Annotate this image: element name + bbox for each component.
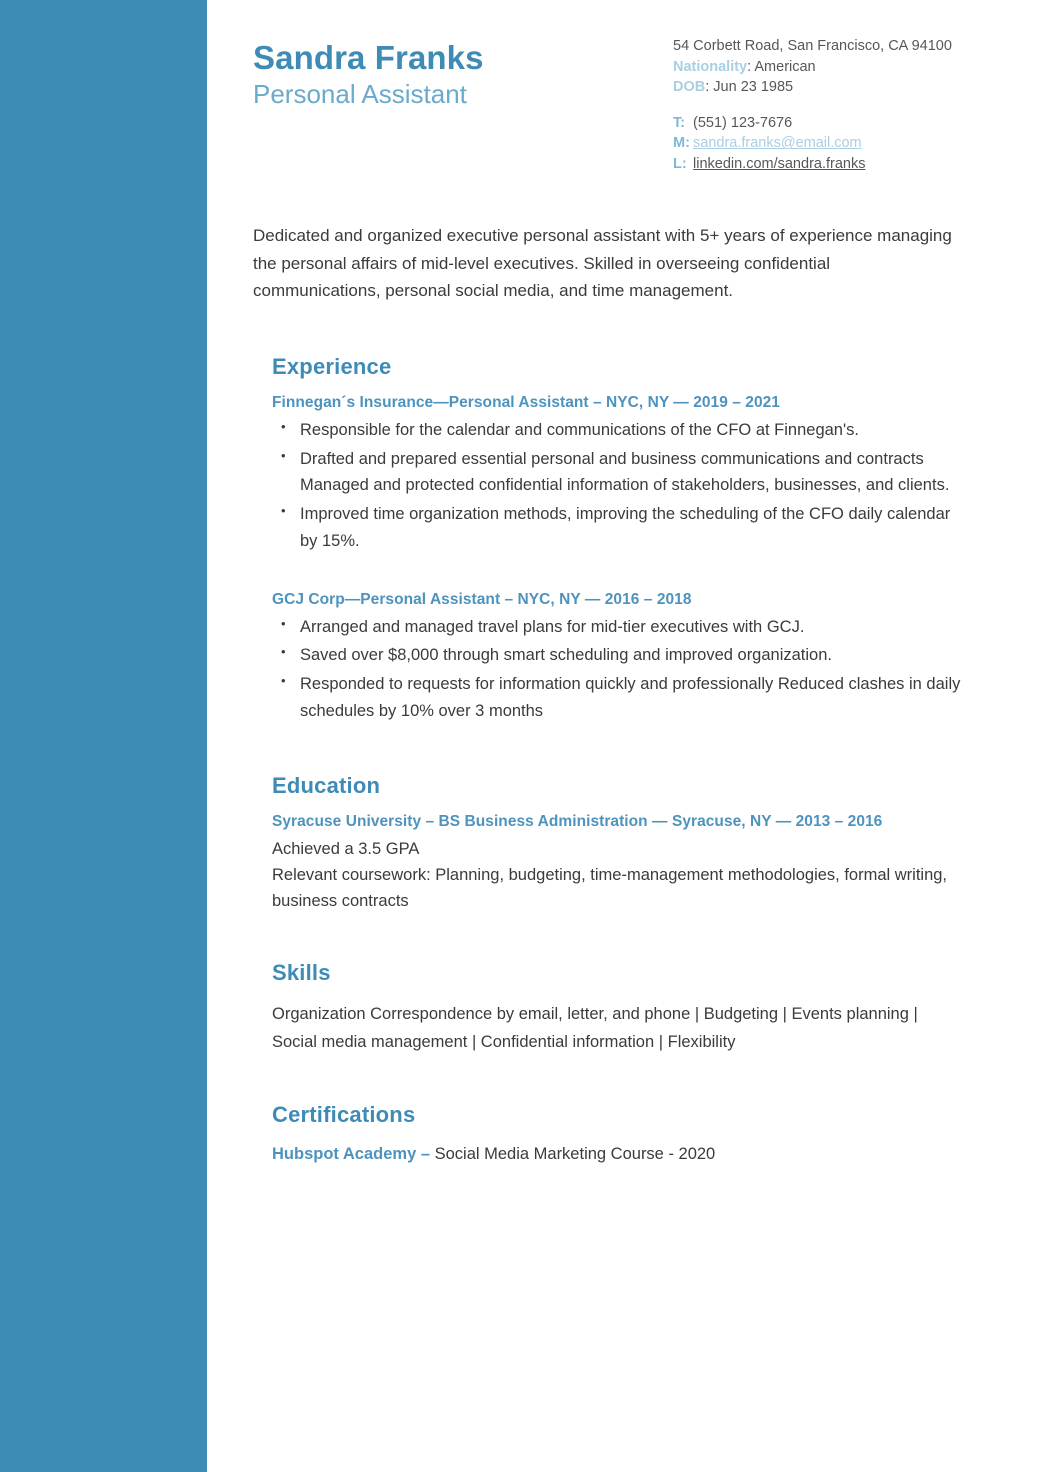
contact-linkedin — [673, 154, 960, 175]
experience-bullet-list — [272, 417, 965, 555]
linkedin-label: L: — [673, 155, 687, 172]
phone-value: (551) 123-7676 — [693, 114, 793, 131]
resume-sections — [207, 354, 1040, 1167]
resume-header — [207, 0, 1040, 174]
phone-label: T: — [673, 114, 686, 131]
left-accent-bar — [0, 0, 207, 1472]
email-link[interactable]: sandra.franks@email.com — [693, 135, 862, 152]
section-spacer — [272, 1056, 965, 1102]
experience-entry-heading: GCJ Corp—Personal Assistant – NYC, NY — 2016 – 2018 — [272, 590, 692, 608]
entry-spacer — [272, 557, 965, 591]
contact-nationality — [673, 57, 960, 78]
section-spacer — [272, 727, 965, 773]
section-spacer — [272, 914, 965, 960]
skills-list: Organization Correspondence by email, letter, and phone | Budgeting | Events planning | Social media management | Confidential information | Flexibility — [272, 1004, 918, 1052]
header-identity — [253, 30, 673, 110]
certification-detail: Social Media Marketing Course - 2020 — [434, 1145, 716, 1164]
education-coursework: Relevant coursework: Planning, budgeting, time-management methodologies, formal writing, business contracts — [272, 865, 948, 910]
education-gpa: Achieved a 3.5 GPA — [272, 839, 420, 858]
experience-bullet-list — [272, 614, 965, 725]
experience-entry — [272, 591, 965, 725]
linkedin-link[interactable]: linkedin.com/sandra.franks — [693, 155, 866, 172]
section-education — [272, 773, 965, 914]
page-title: Sandra Franks — [253, 39, 484, 76]
section-skills — [272, 960, 965, 1057]
section-title-experience: Experience — [272, 354, 392, 380]
section-title-education: Education — [272, 772, 381, 798]
contact-address: 54 Corbett Road, San Francisco, CA 94100 — [673, 38, 952, 54]
list-item: • Drafted and prepared essential personal and business communications and contracts Managed and protected confidential information of stakeholders, businesses, and clients. — [272, 446, 965, 499]
contact-phone — [673, 113, 960, 134]
section-title-skills: Skills — [272, 959, 331, 985]
dob-label: DOB — [673, 79, 706, 96]
professional-summary: Dedicated and organized executive personal assistant with 5+ years of experience managing the personal affairs of mid-level executives. Skilled in overseeing confidential communications, personal social media, and time management. — [253, 226, 952, 300]
email-label: M: — [673, 135, 690, 152]
education-entry-heading: Syracuse University – BS Business Administration — Syracuse, NY — 2013 – 2016 — [272, 812, 883, 830]
contact-dob — [673, 77, 960, 98]
dob-value: : Jun 23 1985 — [705, 79, 794, 96]
contact-spacer — [673, 98, 960, 113]
experience-entry-heading: Finnegan´s Insurance—Personal Assistant – NYC, NY — 2019 – 2021 — [272, 394, 780, 412]
nationality-label: Nationality — [673, 58, 748, 75]
list-item: • Arranged and managed travel plans for mid-tier executives with GCJ. — [272, 614, 965, 641]
contact-email — [673, 133, 960, 154]
contact-block — [673, 30, 960, 174]
section-title-certifications: Certifications — [272, 1102, 416, 1128]
certification-org: Hubspot Academy – — [272, 1145, 435, 1164]
list-item: • Responsible for the calendar and communications of the CFO at Finnegan's. — [272, 417, 965, 444]
certification-item — [272, 1142, 965, 1167]
job-title: Personal Assistant — [253, 78, 467, 109]
nationality-value: : American — [747, 58, 816, 75]
resume-page — [207, 0, 1040, 1472]
section-experience — [272, 354, 965, 724]
list-item: • Saved over $8,000 through smart scheduling and improved organization. — [272, 642, 965, 669]
experience-entry — [272, 394, 965, 555]
list-item: • Improved time organization methods, improving the scheduling of the CFO daily calendar by 15%. — [272, 501, 965, 554]
section-certifications — [272, 1102, 965, 1167]
list-item: • Responded to requests for information quickly and professionally Reduced clashes in daily schedules by 10% over 3 months — [272, 671, 965, 724]
